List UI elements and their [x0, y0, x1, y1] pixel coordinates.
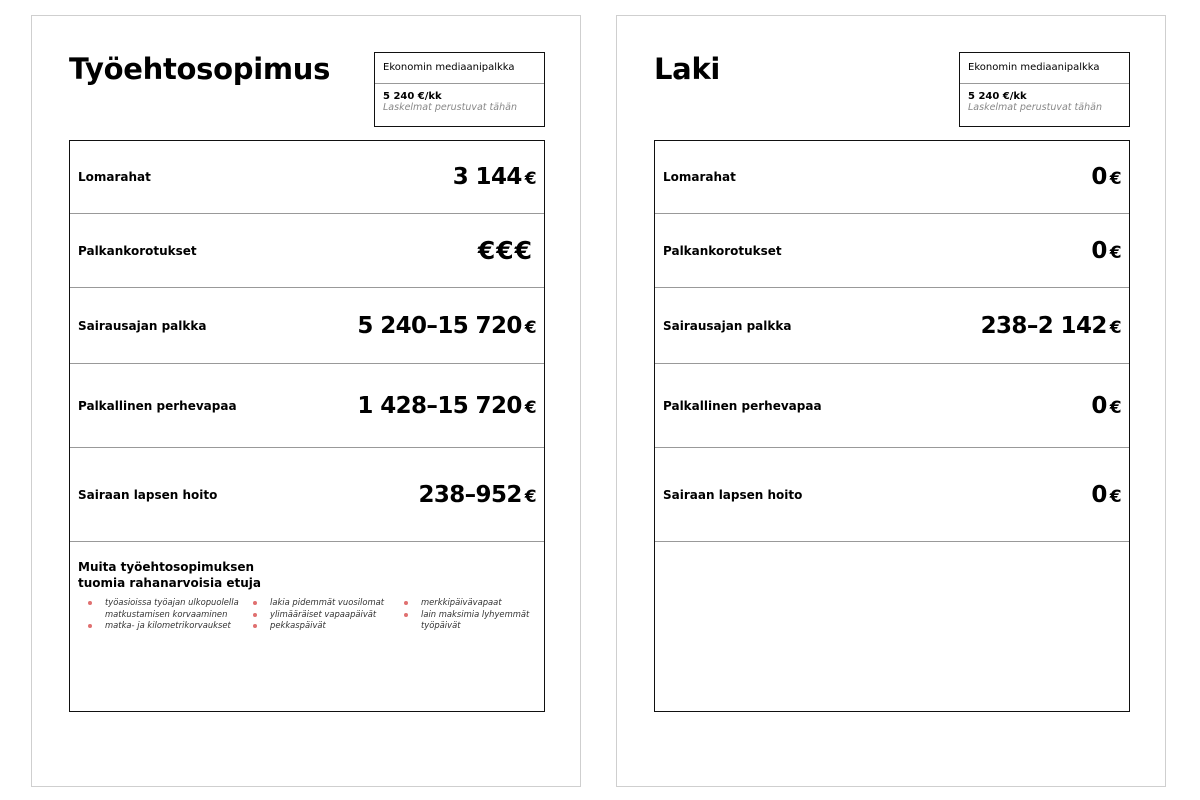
median-salary-label: Ekonomin mediaanipalkka	[960, 53, 1129, 84]
row-value: 3 144 €	[452, 164, 536, 190]
row-label: Lomarahat	[78, 170, 151, 184]
list-item: lakia pidemmät vuosilomat	[253, 597, 403, 609]
row-sairaan-lapsen-hoito	[70, 448, 544, 542]
median-salary-box	[374, 52, 545, 127]
median-salary-value: 5 240 €/kk	[968, 91, 1027, 102]
currency-unit: €	[1109, 242, 1121, 263]
row-label: Palkankorotukset	[78, 243, 197, 258]
row-value: 0 €	[1091, 164, 1121, 190]
row-lomarahat	[70, 141, 544, 214]
row-value: 238–2 142 €	[980, 312, 1121, 339]
list-item: pekkaspäivät	[253, 620, 403, 632]
row-value: 0 €	[1091, 392, 1121, 419]
median-salary-note: Laskelmat perustuvat tähän	[383, 102, 517, 113]
row-value: 238–952 €	[418, 481, 536, 508]
currency-unit: €	[524, 397, 536, 418]
benefits-list-col3	[404, 597, 534, 632]
row-label: Sairausajan palkka	[663, 318, 792, 333]
row-palkallinen-perhevapaa	[655, 364, 1129, 448]
benefits-list-col2	[253, 597, 403, 632]
median-salary-value: 5 240 €/kk	[383, 91, 442, 102]
page-laki	[616, 15, 1166, 787]
row-lomarahat	[655, 141, 1129, 214]
currency-unit: €	[1109, 169, 1121, 189]
list-item: ylimääräiset vapaapäivät	[253, 609, 403, 621]
median-salary-box	[959, 52, 1130, 127]
row-value: 5 240–15 720 €	[357, 312, 536, 339]
currency-unit: €	[524, 169, 536, 189]
row-palkallinen-perhevapaa	[70, 364, 544, 448]
median-salary-label: Ekonomin mediaanipalkka	[375, 53, 544, 84]
benefits-list-col1	[88, 597, 246, 632]
list-item: työasioissa työajan ulkopuolella matkustamisen korvaaminen	[88, 597, 246, 620]
other-benefits	[78, 559, 536, 630]
benefits-table	[654, 140, 1130, 712]
page-tyoehtosopimus	[31, 15, 581, 787]
other-benefits-title: Muita työehtosopimuksen tuomia rahanarvoisia etuja	[78, 560, 261, 590]
row-sairaan-lapsen-hoito	[655, 448, 1129, 542]
row-sairausajan-palkka	[70, 288, 544, 364]
page-title: Työehtosopimus	[69, 52, 331, 86]
currency-unit: €	[524, 317, 536, 338]
row-label: Lomarahat	[663, 170, 736, 184]
row-palkankorotukset	[655, 214, 1129, 288]
currency-unit: €	[1109, 317, 1121, 338]
row-label: Sairausajan palkka	[78, 318, 207, 333]
row-palkankorotukset	[70, 214, 544, 288]
currency-unit: €	[524, 486, 536, 507]
row-value: 0 €	[1091, 481, 1121, 508]
currency-unit: €	[1109, 486, 1121, 507]
list-item: lain maksimia lyhyemmät työpäivät	[404, 609, 534, 632]
median-salary-note: Laskelmat perustuvat tähän	[968, 102, 1102, 113]
row-label: Sairaan lapsen hoito	[663, 487, 803, 502]
row-value: 0 €	[1091, 237, 1121, 264]
row-label: Palkallinen perhevapaa	[663, 398, 822, 413]
currency-unit: €	[1109, 397, 1121, 418]
row-value: 1 428–15 720 €	[357, 392, 536, 419]
page-title: Laki	[654, 52, 721, 86]
benefits-table	[69, 140, 545, 712]
row-label: Sairaan lapsen hoito	[78, 487, 218, 502]
list-item: matka- ja kilometrikorvaukset	[88, 620, 246, 632]
row-label: Palkankorotukset	[663, 243, 782, 258]
row-sairausajan-palkka	[655, 288, 1129, 364]
row-label: Palkallinen perhevapaa	[78, 398, 237, 413]
list-item: merkkipäivävapaat	[404, 597, 534, 609]
row-value: €€€	[477, 236, 533, 265]
